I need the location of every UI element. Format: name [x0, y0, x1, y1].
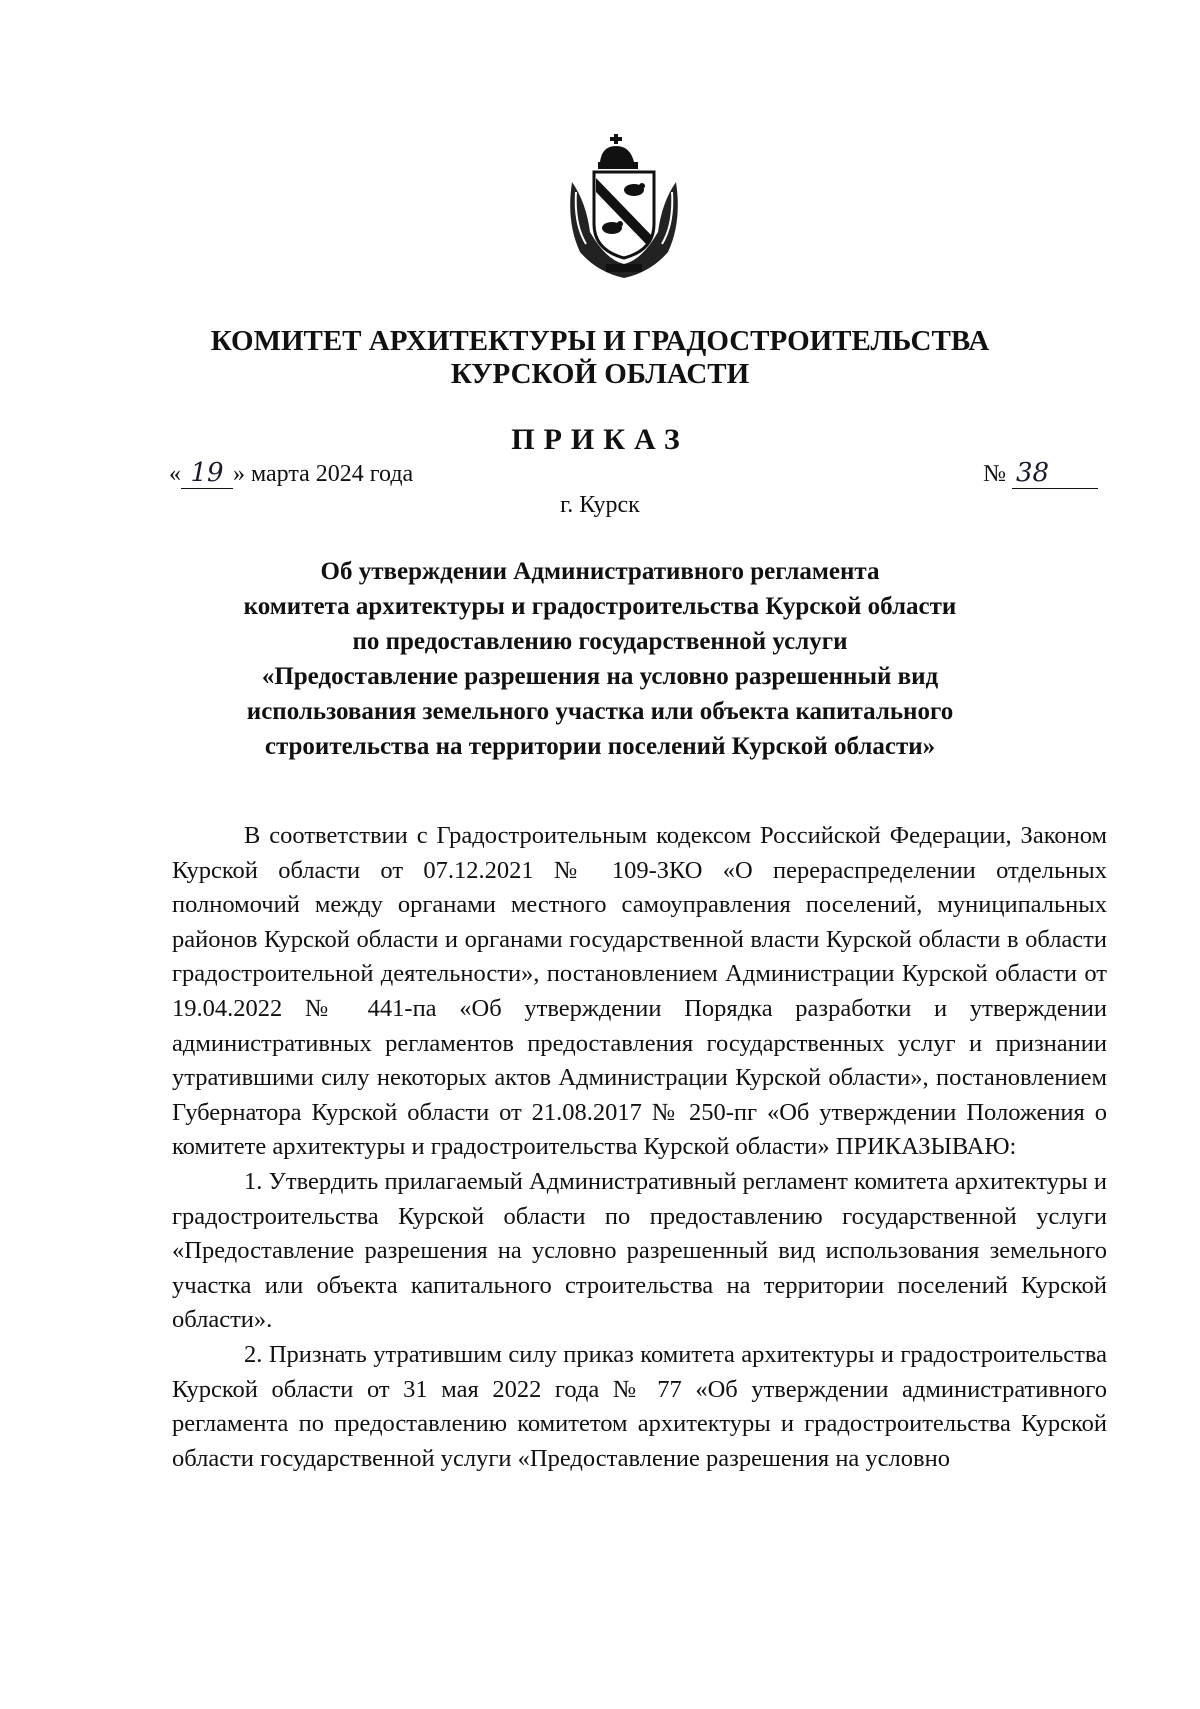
- order-date: [169, 458, 413, 489]
- subject-line: использования земельного участка или объекта капитального: [246, 698, 954, 725]
- order-item-2: 2. Признать утратившим силу приказ комитета архитектуры и градостроительства Курской области от 31 мая 2022 года № 77 «Об утверждении административного регламента по предоставлению комитетом архитектуры и градостроительства Курской области государственной услуги «Предоставление разрешения на условно: [172, 1340, 1107, 1472]
- order-number-handwritten: 38: [1012, 458, 1098, 489]
- preamble-paragraph: В соответствии с Градостроительным кодексом Российской Федерации, Законом Курской области от 07.12.2021 № 109-ЗКО «О перераспределении отдельных полномочий между органами местного самоуправления поселений, муниципальных районов Курской области и органами государственной власти Курской области в области градостроительной деятельности», постановлением Администрации Курской области от 19.04.2022 № 441-па «Об утверждении Порядка разработки и утверждении административных регламентов предоставления государственных услуг и признании утратившими силу некоторых актов Администрации Курской области», постановлением Губернатора Курской области от 21.08.2017 № 250-пг «Об утверждении Положения о комитете архитектуры и градостроительства Курской области» ПРИКАЗЫВАЮ:: [172, 822, 1107, 1161]
- document-type-title: ПРИКАЗ: [511, 423, 689, 456]
- order-number: [983, 458, 1098, 489]
- date-day-handwritten: 19: [181, 458, 233, 489]
- order-subject: [0, 554, 1200, 764]
- city-name: г. Курск: [560, 492, 640, 518]
- number-prefix: №: [983, 461, 1006, 487]
- date-open-quote: «: [169, 461, 181, 487]
- subject-line: по предоставлению государственной услуги: [352, 628, 848, 655]
- date-month-year: » марта 2024 года: [233, 461, 414, 487]
- order-item-1: 1. Утвердить прилагаемый Административный регламент комитета архитектуры и градостроительства Курской области по предоставлению государственной услуги «Предоставление разрешения на условно разрешенный вид использования земельного участка или объекта капитального строительства на территории поселений Курской области».: [172, 1167, 1107, 1334]
- subject-line: комитета архитектуры и градостроительства Курской области: [243, 593, 957, 620]
- order-body: [172, 819, 1107, 1476]
- subject-line: строительства на территории поселений Курской области»: [264, 733, 936, 760]
- coat-of-arms-emblem: [562, 132, 687, 282]
- subject-line: «Предоставление разрешения на условно разрешенный вид: [261, 663, 939, 690]
- organization-title-line-1: КОМИТЕТ АРХИТЕКТУРЫ И ГРАДОСТРОИТЕЛЬСТВА: [210, 325, 990, 357]
- organization-title: [0, 325, 1200, 391]
- subject-line: Об утверждении Административного регламента: [320, 558, 880, 585]
- organization-title-line-2: КУРСКОЙ ОБЛАСТИ: [450, 358, 750, 390]
